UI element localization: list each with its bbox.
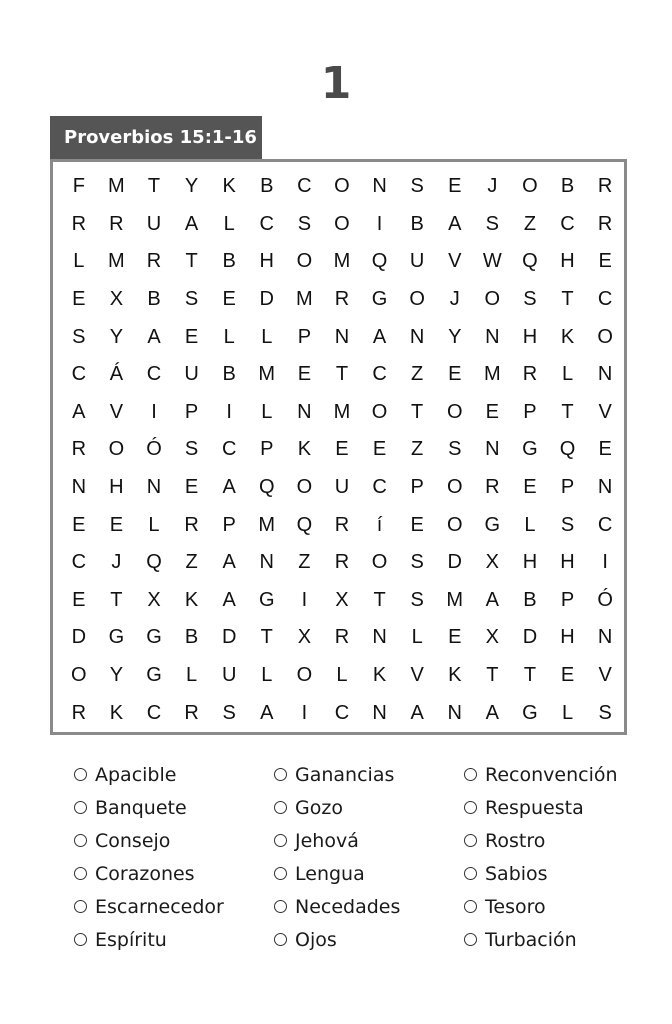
grid-letter[interactable]: V (598, 664, 612, 687)
grid-letter[interactable]: A (184, 212, 199, 235)
grid-letter[interactable]: L (411, 626, 423, 649)
grid-letter[interactable]: E (335, 438, 349, 461)
grid-letter[interactable]: S (222, 701, 236, 724)
grid-letter[interactable]: P (260, 438, 274, 461)
grid-letter[interactable]: G (484, 513, 501, 536)
grid-letter[interactable]: N (146, 476, 162, 499)
grid-letter[interactable]: O (296, 250, 313, 273)
grid-letter[interactable]: B (222, 363, 236, 386)
grid-letter[interactable]: E (523, 476, 537, 499)
grid-letter[interactable]: R (71, 438, 87, 461)
grid-letter[interactable]: C (297, 175, 312, 198)
grid-letter[interactable]: E (410, 513, 424, 536)
grid-letter[interactable]: C (146, 363, 162, 386)
grid-letter[interactable]: R (334, 513, 350, 536)
grid-letter[interactable]: T (335, 363, 349, 386)
grid-letter[interactable]: A (72, 400, 86, 423)
grid-letter[interactable]: E (598, 250, 612, 273)
grid-letter[interactable]: M (483, 363, 501, 386)
word-list (74, 758, 654, 956)
word-checkbox[interactable] (464, 933, 477, 946)
grid-letter[interactable]: S (410, 551, 424, 574)
grid-letter[interactable]: R (597, 212, 613, 235)
word-checkbox[interactable] (274, 900, 287, 913)
word-label: Lengua (295, 862, 365, 885)
grid-letter[interactable]: A (147, 325, 161, 348)
word-label: Respuesta (485, 796, 584, 819)
grid-letter[interactable]: Z (185, 551, 198, 574)
puzzle-title: Proverbios 15:1-16 (50, 116, 262, 160)
grid-letter[interactable]: T (486, 664, 499, 687)
grid-letter[interactable]: X (109, 288, 124, 311)
grid-letter[interactable]: A (485, 588, 499, 611)
grid-letter[interactable]: P (410, 476, 424, 499)
word-item (274, 758, 464, 791)
grid-letter[interactable]: T (561, 400, 574, 423)
page-number: 1 (320, 58, 352, 109)
grid-letter[interactable]: M (108, 250, 125, 273)
grid-letter[interactable]: L (223, 212, 235, 235)
grid-letter[interactable]: U (221, 664, 237, 687)
grid-letter[interactable]: T (411, 400, 424, 423)
word-checkbox[interactable] (74, 768, 87, 781)
grid-letter[interactable]: T (110, 588, 123, 611)
grid-letter[interactable]: C (334, 701, 350, 724)
word-item (464, 923, 654, 956)
grid-letter[interactable]: G (258, 588, 275, 611)
grid-letter[interactable]: Q (559, 438, 576, 461)
grid-letter[interactable]: A (222, 476, 236, 499)
grid-letter[interactable]: E (222, 288, 236, 311)
grid-letter[interactable]: N (71, 476, 87, 499)
grid-letter[interactable]: S (523, 288, 537, 311)
grid-letter[interactable]: M (108, 175, 125, 198)
grid-letter[interactable]: K (109, 701, 124, 724)
grid-letter[interactable]: E (184, 325, 199, 348)
grid-letter[interactable]: I (301, 701, 308, 724)
grid-letter[interactable]: B (184, 626, 199, 649)
grid-letter[interactable]: S (560, 513, 575, 536)
grid-letter[interactable]: M (333, 250, 351, 273)
grid-letter[interactable]: J (449, 288, 460, 311)
word-label: Gozo (295, 796, 343, 819)
word-item (464, 890, 654, 923)
word-item (74, 791, 274, 824)
word-checkbox[interactable] (464, 900, 477, 913)
word-checkbox[interactable] (464, 768, 477, 781)
grid-letter[interactable]: B (523, 588, 537, 611)
grid-letter[interactable]: O (446, 400, 463, 423)
grid-letter[interactable]: X (147, 588, 161, 611)
grid-letter[interactable]: A (448, 212, 462, 235)
grid-letter[interactable]: H (522, 325, 538, 348)
grid-letter[interactable]: R (597, 175, 613, 198)
grid-letter[interactable]: L (148, 513, 160, 536)
grid-letter[interactable]: H (560, 250, 575, 273)
grid-letter[interactable]: O (371, 551, 388, 574)
word-label: Ganancias (295, 763, 395, 786)
grid-letter[interactable]: P (184, 400, 199, 423)
grid-letter[interactable]: E (448, 626, 462, 649)
grid-letter[interactable]: Q (258, 476, 275, 499)
grid-letter[interactable]: E (184, 476, 199, 499)
word-label: Jehová (295, 829, 359, 852)
word-label: Rostro (485, 829, 546, 852)
word-item (464, 758, 654, 791)
grid-letter[interactable]: P (297, 325, 312, 348)
grid-letter[interactable]: P (560, 476, 575, 499)
grid-letter[interactable]: X (485, 551, 499, 574)
grid-letter[interactable]: A (485, 701, 499, 724)
letter-grid (60, 168, 624, 732)
word-label: Turbación (485, 928, 577, 951)
grid-letter[interactable]: K (184, 588, 199, 611)
grid-letter[interactable]: Z (298, 551, 311, 574)
word-item (464, 791, 654, 824)
word-checkbox[interactable] (274, 867, 287, 880)
grid-letter[interactable]: R (71, 212, 87, 235)
grid-letter[interactable]: H (259, 250, 274, 273)
grid-letter[interactable]: U (334, 476, 350, 499)
grid-letter[interactable]: X (297, 626, 312, 649)
grid-letter[interactable]: B (560, 175, 575, 198)
grid-letter[interactable]: L (261, 325, 273, 348)
grid-letter[interactable]: Á (109, 363, 124, 386)
grid-letter[interactable]: Y (448, 325, 462, 348)
grid-letter[interactable]: E (297, 363, 312, 386)
grid-letter[interactable]: N (259, 551, 274, 574)
grid-letter[interactable]: O (522, 175, 538, 198)
word-label: Escarnecedor (95, 895, 224, 918)
grid-letter[interactable]: D (71, 626, 87, 649)
grid-letter[interactable]: W (482, 250, 502, 273)
grid-letter[interactable]: N (485, 325, 500, 348)
grid-letter[interactable]: N (597, 476, 613, 499)
word-item (74, 923, 274, 956)
grid-letter[interactable]: Q (522, 250, 538, 273)
grid-letter[interactable]: S (598, 701, 612, 724)
grid-letter[interactable]: A (222, 551, 236, 574)
grid-letter[interactable]: I (226, 400, 232, 423)
grid-letter[interactable]: R (334, 551, 350, 574)
grid-letter[interactable]: E (72, 288, 86, 311)
grid-letter[interactable]: N (597, 626, 613, 649)
grid-letter[interactable]: C (597, 288, 613, 311)
grid-letter[interactable]: O (334, 175, 350, 198)
grid-letter[interactable]: S (184, 438, 199, 461)
grid-letter[interactable]: Q (296, 513, 313, 536)
grid-letter[interactable]: M (333, 400, 351, 423)
grid-letter[interactable]: Ó (146, 438, 162, 461)
grid-letter[interactable]: O (409, 288, 425, 311)
grid-letter[interactable]: A (222, 588, 236, 611)
grid-letter[interactable]: O (296, 664, 313, 687)
grid-letter[interactable]: E (448, 363, 462, 386)
grid-letter[interactable]: O (296, 476, 313, 499)
grid-letter[interactable]: V (448, 250, 462, 273)
grid-letter[interactable]: N (372, 175, 387, 198)
grid-letter[interactable]: R (71, 701, 87, 724)
grid-letter[interactable]: G (522, 701, 538, 724)
word-checkbox[interactable] (74, 801, 87, 814)
grid-letter[interactable]: E (560, 664, 575, 687)
grid-letter[interactable]: Q (146, 551, 162, 574)
word-checkbox[interactable] (464, 834, 477, 847)
grid-letter[interactable]: Z (523, 212, 537, 235)
grid-letter[interactable]: B (260, 175, 274, 198)
grid-letter[interactable]: Y (184, 175, 199, 198)
grid-letter[interactable]: E (72, 588, 86, 611)
letter-grid-frame (50, 159, 627, 735)
grid-letter[interactable]: S (297, 212, 312, 235)
grid-letter[interactable]: K (372, 664, 387, 687)
grid-letter[interactable]: R (334, 288, 350, 311)
grid-letter[interactable]: E (448, 175, 462, 198)
grid-letter[interactable]: P (222, 513, 236, 536)
grid-letter[interactable]: A (372, 325, 387, 348)
word-checkbox[interactable] (464, 801, 477, 814)
grid-letter[interactable]: N (485, 438, 500, 461)
grid-letter[interactable]: N (447, 701, 462, 724)
word-label: Reconvención (485, 763, 618, 786)
grid-letter[interactable]: M (296, 288, 313, 311)
word-item (74, 824, 274, 857)
grid-letter[interactable]: N (409, 325, 425, 348)
grid-letter[interactable]: í (376, 513, 383, 536)
grid-letter[interactable]: N (372, 626, 387, 649)
word-item (464, 857, 654, 890)
grid-letter[interactable]: K (560, 325, 575, 348)
grid-letter[interactable]: H (560, 551, 575, 574)
grid-letter[interactable]: L (223, 325, 235, 348)
word-checkbox[interactable] (274, 933, 287, 946)
grid-letter[interactable]: S (448, 438, 462, 461)
grid-letter[interactable]: O (446, 476, 463, 499)
grid-letter[interactable]: O (446, 513, 463, 536)
word-item (274, 890, 464, 923)
grid-letter[interactable]: M (446, 588, 464, 611)
grid-letter[interactable]: U (409, 250, 425, 273)
word-item (274, 824, 464, 857)
grid-letter[interactable]: C (221, 438, 237, 461)
word-item (274, 857, 464, 890)
grid-letter[interactable]: H (109, 476, 124, 499)
grid-letter[interactable]: T (561, 288, 574, 311)
grid-letter[interactable]: L (73, 250, 85, 273)
grid-letter[interactable]: L (186, 664, 198, 687)
word-checkbox[interactable] (74, 834, 87, 847)
grid-letter[interactable]: N (334, 325, 350, 348)
grid-letter[interactable]: Ó (597, 588, 613, 611)
word-item (74, 857, 274, 890)
grid-letter[interactable]: T (147, 175, 161, 198)
grid-letter[interactable]: B (147, 288, 161, 311)
grid-letter[interactable]: S (184, 288, 199, 311)
grid-letter[interactable]: B (410, 212, 424, 235)
grid-letter[interactable]: M (258, 513, 276, 536)
word-checkbox[interactable] (74, 933, 87, 946)
grid-letter[interactable]: M (258, 363, 276, 386)
grid-letter[interactable]: C (259, 212, 274, 235)
grid-letter[interactable]: A (410, 701, 424, 724)
word-label: Necedades (295, 895, 401, 918)
grid-letter[interactable]: C (372, 476, 387, 499)
grid-letter[interactable]: G (522, 438, 538, 461)
grid-letter[interactable]: R (184, 513, 199, 536)
word-item (274, 791, 464, 824)
grid-letter[interactable]: T (260, 626, 273, 649)
word-label: Sabios (485, 862, 548, 885)
grid-letter[interactable]: R (146, 250, 162, 273)
grid-letter[interactable]: E (485, 400, 499, 423)
grid-letter[interactable]: E (598, 438, 612, 461)
grid-letter[interactable]: K (297, 438, 312, 461)
grid-letter[interactable]: K (222, 175, 236, 198)
grid-letter[interactable]: S (410, 588, 424, 611)
grid-letter[interactable]: G (146, 626, 162, 649)
grid-letter[interactable]: C (597, 513, 613, 536)
word-label: Corazones (95, 862, 195, 885)
word-item (464, 824, 654, 857)
word-checkbox[interactable] (74, 867, 87, 880)
grid-letter[interactable]: E (72, 513, 86, 536)
grid-letter[interactable]: Y (109, 664, 124, 687)
grid-letter[interactable]: D (447, 551, 462, 574)
grid-letter[interactable]: L (524, 513, 536, 536)
grid-letter[interactable]: O (371, 400, 388, 423)
word-label: Espíritu (95, 928, 167, 951)
grid-letter[interactable]: C (560, 212, 575, 235)
grid-letter[interactable]: S (72, 325, 86, 348)
word-label: Ojos (295, 928, 337, 951)
grid-letter[interactable]: U (146, 212, 162, 235)
grid-letter[interactable]: A (260, 701, 274, 724)
grid-letter[interactable]: K (448, 664, 462, 687)
grid-letter[interactable]: L (261, 400, 273, 423)
grid-letter[interactable]: L (261, 664, 273, 687)
grid-letter[interactable]: X (485, 626, 499, 649)
grid-letter[interactable]: X (335, 588, 349, 611)
word-checkbox[interactable] (464, 867, 477, 880)
grid-letter[interactable]: P (560, 588, 575, 611)
grid-letter[interactable]: R (334, 626, 350, 649)
grid-letter[interactable]: P (523, 400, 537, 423)
grid-letter[interactable]: T (523, 664, 537, 687)
grid-letter[interactable]: G (371, 288, 388, 311)
grid-letter[interactable]: V (109, 400, 124, 423)
grid-letter[interactable]: R (485, 476, 500, 499)
grid-letter[interactable]: T (185, 250, 198, 273)
grid-letter[interactable]: R (184, 701, 199, 724)
grid-letter[interactable]: N (597, 363, 613, 386)
word-item (74, 890, 274, 923)
grid-letter[interactable]: Z (411, 438, 424, 461)
grid-letter[interactable]: Y (109, 325, 124, 348)
word-checkbox[interactable] (274, 801, 287, 814)
grid-letter[interactable]: C (146, 701, 162, 724)
grid-letter[interactable]: O (71, 664, 87, 687)
grid-letter[interactable]: G (146, 664, 162, 687)
grid-letter[interactable]: Q (371, 250, 388, 273)
grid-letter[interactable]: B (222, 250, 236, 273)
grid-letter[interactable]: O (484, 288, 501, 311)
word-checkbox[interactable] (74, 900, 87, 913)
word-checkbox[interactable] (274, 768, 287, 781)
grid-letter[interactable]: N (297, 400, 312, 423)
word-checkbox[interactable] (274, 834, 287, 847)
grid-letter[interactable]: H (560, 626, 575, 649)
grid-letter[interactable]: D (522, 626, 538, 649)
grid-letter[interactable]: Z (411, 363, 424, 386)
grid-letter[interactable]: L (336, 664, 348, 687)
word-item (274, 923, 464, 956)
grid-letter[interactable]: N (372, 701, 387, 724)
grid-letter[interactable]: C (71, 551, 87, 574)
grid-letter[interactable]: L (561, 701, 574, 724)
grid-letter[interactable]: D (259, 288, 274, 311)
word-label: Banquete (95, 796, 187, 819)
word-label: Apacible (95, 763, 177, 786)
grid-letter[interactable]: U (184, 363, 199, 386)
grid-letter[interactable]: L (561, 363, 574, 386)
grid-letter[interactable]: T (373, 588, 386, 611)
word-item (74, 758, 274, 791)
grid-letter[interactable]: O (597, 325, 613, 348)
grid-letter[interactable]: V (598, 400, 612, 423)
grid-letter[interactable]: G (108, 626, 125, 649)
grid-letter[interactable]: E (372, 438, 387, 461)
grid-letter[interactable]: I (301, 588, 308, 611)
grid-letter[interactable]: J (111, 551, 122, 574)
grid-letter[interactable]: C (372, 363, 387, 386)
grid-letter[interactable]: O (334, 212, 350, 235)
word-label: Consejo (95, 829, 171, 852)
grid-letter[interactable]: H (522, 551, 538, 574)
grid-letter[interactable]: S (410, 175, 424, 198)
grid-letter[interactable]: S (485, 212, 499, 235)
grid-letter[interactable]: J (487, 175, 498, 198)
grid-letter[interactable]: F (72, 175, 85, 198)
grid-letter[interactable]: I (151, 400, 157, 423)
grid-letter[interactable]: I (602, 551, 608, 574)
grid-letter[interactable]: E (109, 513, 124, 536)
grid-letter[interactable]: V (410, 664, 424, 687)
grid-letter[interactable]: R (522, 363, 538, 386)
grid-letter[interactable]: D (221, 626, 237, 649)
grid-letter[interactable]: C (71, 363, 87, 386)
grid-letter[interactable]: I (376, 212, 383, 235)
grid-letter[interactable]: R (109, 212, 124, 235)
grid-letter[interactable]: O (108, 438, 125, 461)
word-label: Tesoro (485, 895, 546, 918)
